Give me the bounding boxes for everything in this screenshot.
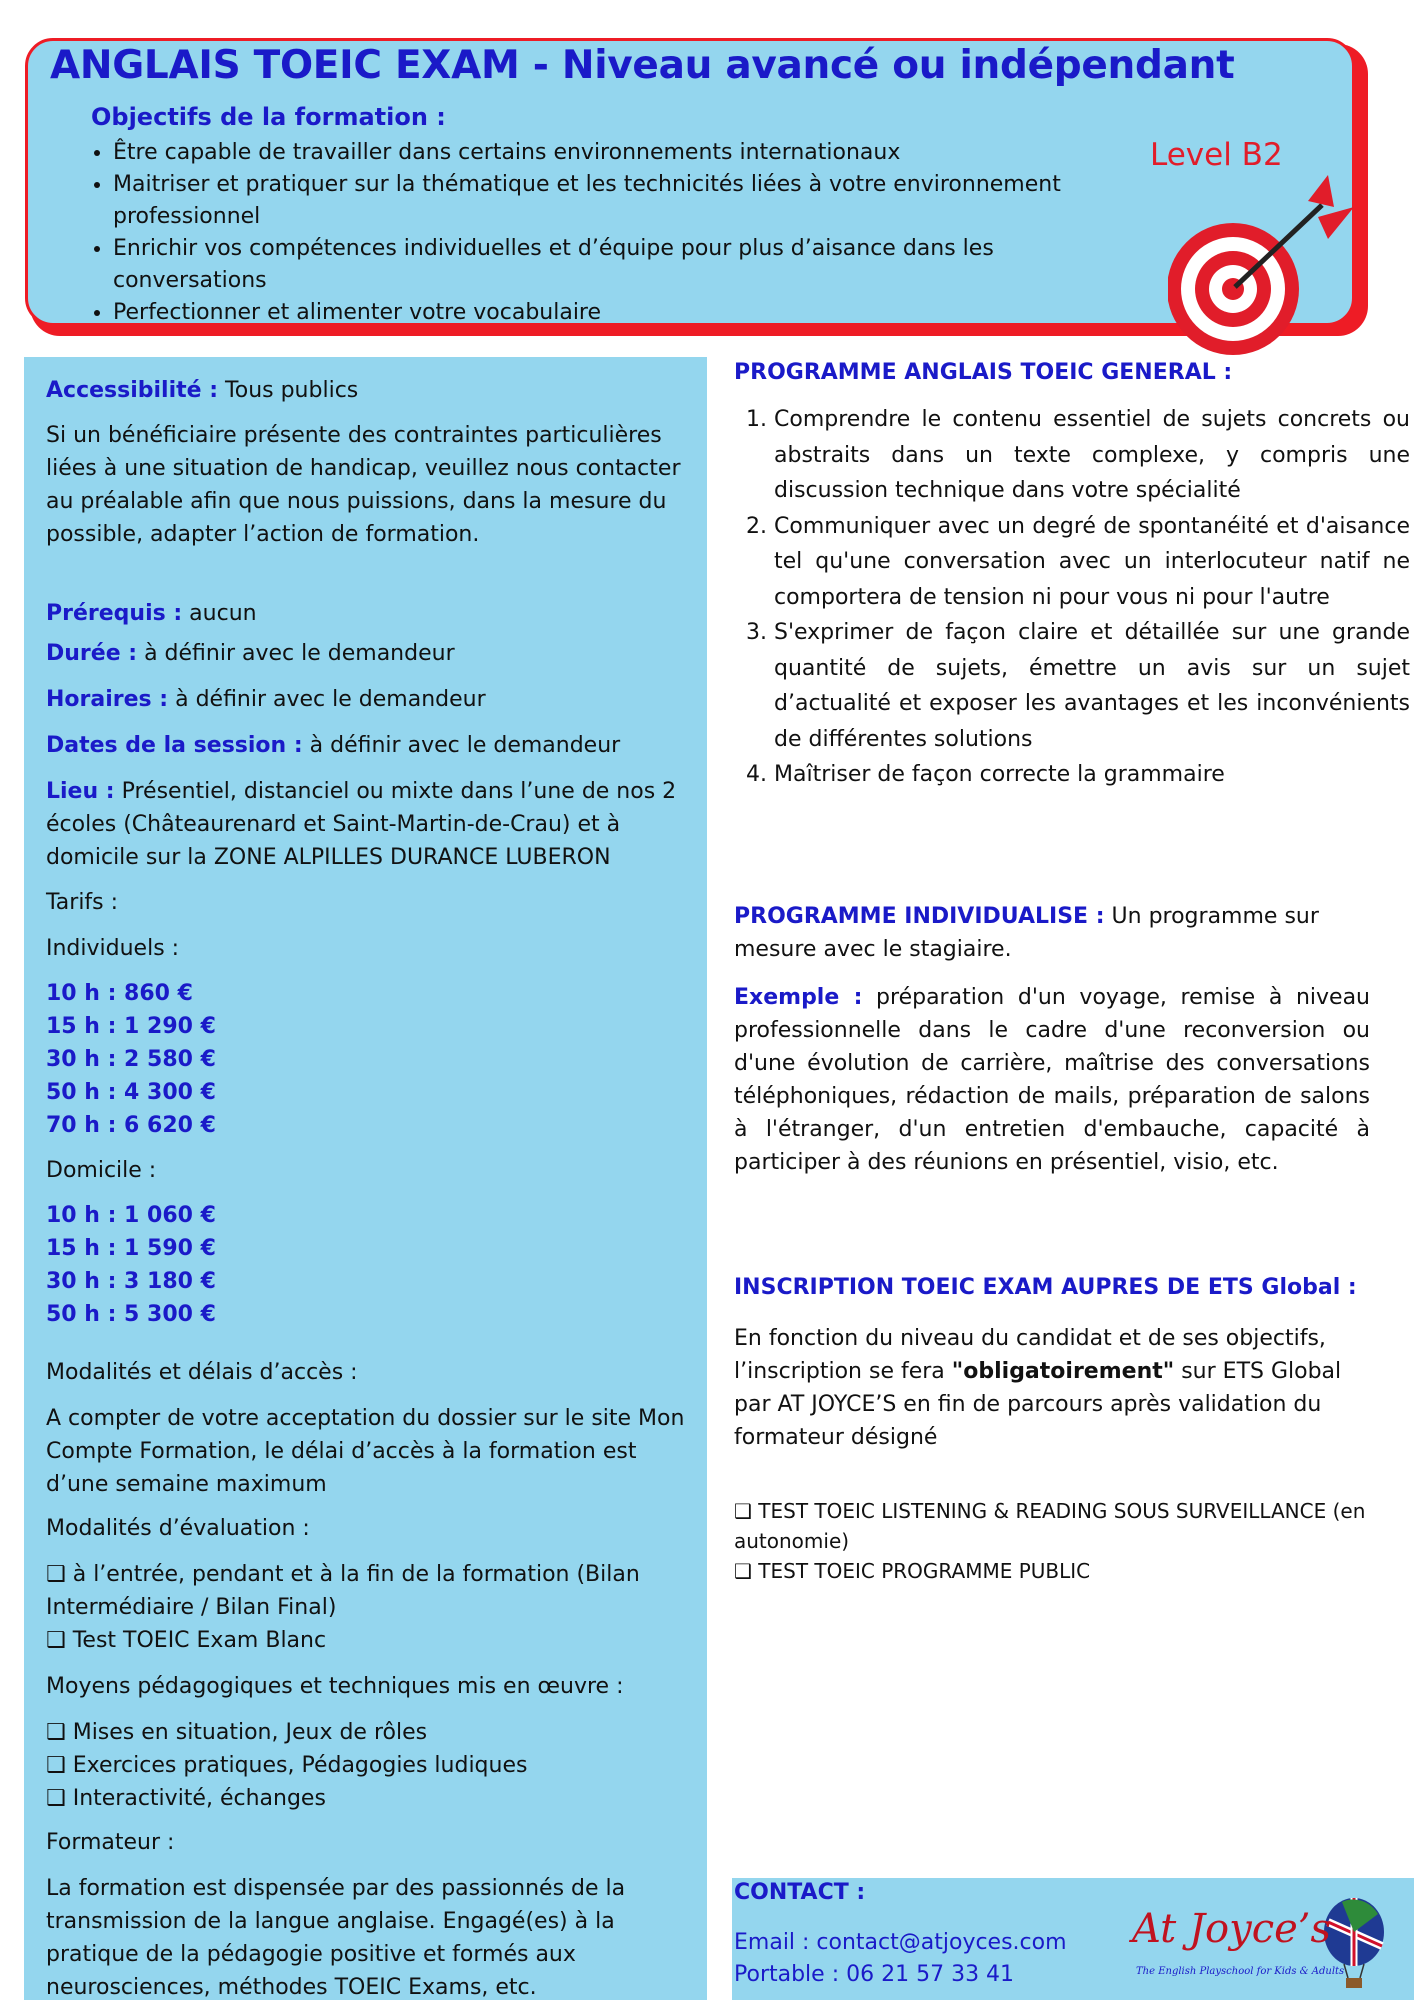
formateur-label: Formateur : (46, 1830, 175, 1855)
dates-label: Dates de la session : (46, 733, 303, 758)
price-item: 30 h : 2 580 € (46, 1047, 216, 1072)
moyens-list (46, 1716, 696, 1815)
duree-label: Durée : (46, 641, 138, 666)
exemple-text: préparation d'un voyage, remise à niveau professionnelle dans le cadre d'une reconversion ou d'une évolution de carrière, maîtrise des conversations téléphoniques, rédaction de mails, préparation de salons à l'étranger, d'un entretien d'embauche, capacité à participer à des réunions en présentiel, visio, etc. (734, 985, 1370, 1175)
target-icon (1168, 161, 1358, 361)
test-item: ❑ TEST TOEIC LISTENING & READING SOUS SURVEILLANCE (en autonomie) (734, 1499, 1366, 1553)
exemple-label: Exemple : (734, 985, 863, 1010)
programme-item: 2. Communiquer avec un degré de spontanéité et d'aisance tel qu'une conversation avec un interlocuteur natif ne comportera de tension ni pour vous ni pour l'autre (774, 509, 1410, 616)
inscription-text-before: En fonction du niveau du candidat et de ses objectifs, l’inscription se fera (734, 1326, 1326, 1384)
header-banner (25, 38, 1355, 326)
inscription-bold: "obligatoirement" (951, 1359, 1175, 1384)
objectives-title: Objectifs de la formation : (91, 103, 446, 131)
inscription-paragraph (734, 1322, 1370, 1454)
evaluation-list (46, 1558, 686, 1657)
contact-email[interactable]: Email : contact@atjoyces.com (734, 1930, 1067, 1955)
test-item: ❑ TEST TOEIC PROGRAMME PUBLIC (734, 1559, 1091, 1583)
moyens-item: ❑ Interactivité, échanges (46, 1786, 326, 1811)
at-joyces-logo (1132, 1884, 1412, 1996)
dates-line (46, 729, 696, 762)
tarifs-label: Tarifs : (46, 890, 119, 915)
dates-value: à définir avec le demandeur (309, 733, 621, 758)
domicile-label: Domicile : (46, 1158, 157, 1183)
objective-item: • Perfectionner et alimenter votre vocabulaire (113, 297, 1123, 329)
price-item: 70 h : 6 620 € (46, 1113, 216, 1138)
price-item: 10 h : 1 060 € (46, 1203, 216, 1228)
horaires-label: Horaires : (46, 687, 169, 712)
objective-item: • Être capable de travailler dans certains environnements internationaux (113, 137, 1123, 169)
objective-item: • Maitriser et pratiquer sur la thématique et les technicités liées à votre environnement professionnel (113, 169, 1123, 233)
logo-tagline: The English Playschool for Kids & Adults (1136, 1966, 1345, 1977)
lieu-value: Présentiel, distanciel ou mixte dans l’une de nos 2 écoles (Châteaurenard et Saint-Martin-de-Crau) et à domicile sur la ZONE ALPILLES DURANCE LUBERON (46, 779, 677, 870)
evaluation-label: Modalités d’évaluation : (46, 1516, 310, 1541)
objective-item: • Enrichir vos compétences individuelles et d’équipe pour plus d’aisance dans les conversations (113, 233, 1123, 297)
evaluation-item: ❑ à l’entrée, pendant et à la fin de la formation (Bilan Intermédiaire / Bilan Final) (46, 1562, 640, 1620)
duree-line (46, 637, 696, 670)
price-item: 50 h : 4 300 € (46, 1080, 216, 1105)
evaluation-item: ❑ Test TOEIC Exam Blanc (46, 1628, 327, 1653)
programme-item: 3. S'exprimer de façon claire et détaillée sur une grande quantité de sujets, émettre un avis sur un sujet d’actualité et exposer les avantages et les inconvénients de différentes solutions (774, 615, 1410, 757)
formateur-text: La formation est dispensée par des passionnés de la transmission de la langue anglaise. Engagé(es) à la pratique de la pédagogie positive et formés aux neurosciences, méthodes TOEIC Exams, etc. (46, 1876, 626, 2000)
programme-item: 4. Maîtriser de façon correcte la grammaire (774, 757, 1410, 793)
price-item: 15 h : 1 290 € (46, 1014, 216, 1039)
lieu-line (46, 775, 701, 874)
programme-general-title: PROGRAMME ANGLAIS TOEIC GENERAL : (734, 360, 1233, 385)
price-item: 50 h : 5 300 € (46, 1302, 216, 1327)
lieu-label: Lieu : (46, 779, 115, 804)
tests-list (734, 1496, 1370, 1586)
contact-title: CONTACT : (734, 1880, 866, 1905)
programme-list (734, 402, 1410, 793)
level-label: Level B2 (1150, 137, 1283, 173)
price-item: 15 h : 1 590 € (46, 1236, 216, 1261)
prerequis-value: aucun (189, 601, 257, 626)
inscription-text-after: sur ETS Global par AT JOYCE’S en fin de parcours après validation du formateur désigné (734, 1359, 1342, 1450)
duree-value: à définir avec le demandeur (144, 641, 455, 666)
moyens-item: ❑ Exercices pratiques, Pédagogies ludiques (46, 1753, 528, 1778)
contact-phone[interactable]: Portable : 06 21 57 33 41 (734, 1962, 1015, 1987)
accessibilite-value: Tous publics (225, 378, 359, 403)
individuels-label: Individuels : (46, 936, 180, 961)
page-title: ANGLAIS TOEIC EXAM - Niveau avancé ou indépendant (50, 43, 1235, 88)
handicap-text: Si un bénéficiaire présente des contraintes particulières liées à une situation de handicap, veuillez nous contacter au préalable afin que nous puissions, dans la mesure du possible, adapter l’action de formation. (46, 423, 681, 547)
logo-name: At Joyce’s (1132, 1906, 1332, 1952)
individuels-prices (46, 977, 696, 1142)
accessibilite-line (46, 374, 696, 407)
prerequis-label: Prérequis : (46, 601, 183, 626)
modalites-acces-label: Modalités et délais d’accès : (46, 1360, 358, 1385)
moyens-label: Moyens pédagogiques et techniques mis en œuvre : (46, 1674, 624, 1699)
exemple-paragraph (734, 981, 1370, 1179)
price-item: 10 h : 860 € (46, 981, 193, 1006)
individualise-line (734, 900, 1370, 966)
programme-item: 1. Comprendre le contenu essentiel de sujets concrets ou abstraits dans un texte complexe, y compris une discussion technique dans votre spécialité (774, 402, 1410, 509)
domicile-prices (46, 1199, 696, 1331)
modalites-acces-text: A compter de votre acceptation du dossier sur le site Mon Compte Formation, le délai d’accès à la formation est d’une semaine maximum (46, 1406, 685, 1497)
inscription-title: INSCRIPTION TOEIC EXAM AUPRES DE ETS Global : (734, 1275, 1357, 1300)
prerequis-line (46, 597, 696, 630)
horaires-value: à définir avec le demandeur (175, 687, 486, 712)
accessibilite-label: Accessibilité : (46, 378, 219, 403)
horaires-line (46, 683, 696, 716)
individualise-label: PROGRAMME INDIVIDUALISE : (734, 904, 1105, 929)
contact-panel (732, 1878, 1414, 2000)
moyens-item: ❑ Mises en situation, Jeux de rôles (46, 1720, 428, 1745)
price-item: 30 h : 3 180 € (46, 1269, 216, 1294)
objectives-list (83, 137, 1123, 329)
individualise-text: Un programme sur mesure avec le stagiaire. (734, 904, 1319, 962)
